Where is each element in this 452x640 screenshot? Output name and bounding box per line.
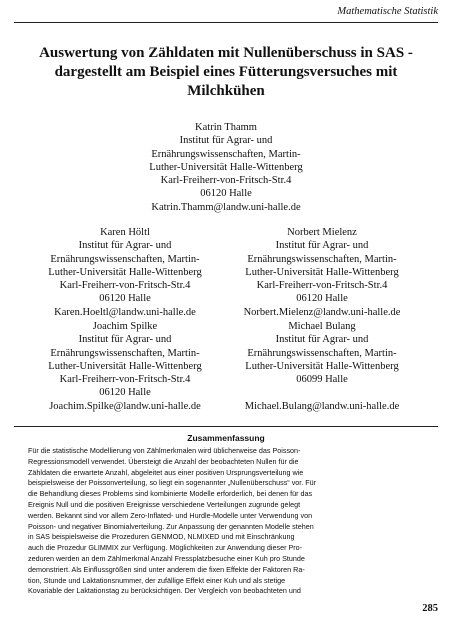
summary-line: Zähldaten die erwartete Anzahl, abgeleitet aus einer positiven Ursprungsverteilung wie <box>28 467 304 477</box>
author-block-bulang <box>232 320 412 413</box>
author-name: Joachim Spilke <box>92 321 158 332</box>
summary-line: werden. Bekannt sind vor allem Zero-Inflated- und Hurdle-Modelle unter Verwendung von <box>28 510 313 520</box>
summary-heading: Zusammenfassung <box>187 433 265 443</box>
running-header: Mathematische Statistik <box>337 6 438 17</box>
author-address: Karl-Freiherr-von-Fritsch-Str.4 <box>59 280 191 292</box>
author-email: Joachim.Spilke@landw.uni-halle.de <box>49 400 201 412</box>
title-line: Milchkühen <box>187 83 265 99</box>
author-block-main <box>100 121 352 214</box>
author-affiliation: Luther-Universität Halle-Wittenberg <box>245 360 399 372</box>
summary-line: tion, Stunde und Laktationsnummer, der zufällige Effekt einer Kuh und als stetige <box>28 575 286 585</box>
author-affiliation: Luther-Universität Halle-Wittenberg <box>48 360 202 372</box>
summary-line: auch die Prozedur GLIMMIX zur Verfügung. Möglichkeiten zur Anwendung dieser Pro- <box>28 543 303 553</box>
author-affiliation: Ernährungswissenschaften, Martin- <box>50 347 200 359</box>
author-affiliation: Ernährungswissenschaften, Martin- <box>151 148 301 160</box>
author-affiliation: Ernährungswissenschaften, Martin- <box>247 347 397 359</box>
author-city: 06120 Halle <box>99 387 151 399</box>
author-affiliation: Ernährungswissenschaften, Martin- <box>247 253 397 265</box>
author-city: 06120 Halle <box>296 293 348 305</box>
summary-line: Ereignis Null und die positiven Ereignisse verschiedene Verteilungen zugrunde gelegt <box>28 499 301 509</box>
author-name: Katrin Thamm <box>195 122 257 133</box>
author-block-spilke <box>40 320 210 413</box>
author-affiliation: Institut für Agrar- und <box>78 334 172 346</box>
author-affiliation: Institut für Agrar- und <box>179 135 273 147</box>
summary-line: Regressionsmodell verwendet. Übersteigt die Anzahl der beobachteten Nullen für die <box>28 456 299 466</box>
author-affiliation: Institut für Agrar- und <box>78 240 172 252</box>
author-affiliation: Luther-Universität Halle-Wittenberg <box>149 161 303 173</box>
summary-line: die Behandlung dieses Problems sind kombinierte Modelle erforderlich, bei denen für das <box>28 489 313 499</box>
author-city: 06099 Halle <box>296 374 348 386</box>
summary-line: Kovariable der Laktationstag zu berücksichtigen. Der Vergleich von beobachteten und <box>28 586 301 596</box>
page-number: 285 <box>422 603 438 614</box>
author-name: Karen Höltl <box>100 227 150 238</box>
author-affiliation: Ernährungswissenschaften, Martin- <box>50 253 200 265</box>
summary-line: Poisson- und negativer Binomialverteilung. Zur Anpassung der genannten Modelle stehen <box>28 521 314 531</box>
author-name: Norbert Mielenz <box>287 227 357 238</box>
summary-line: in SAS beispielsweise die Prozeduren GENMOD, NLMIXED und mit Einschränkung <box>28 532 295 542</box>
summary-line: zeduren werden an dem Zählmerkmal Anzahl Fressplatzbesuche einer Kuh pro Stunde <box>28 553 305 563</box>
author-block-hoeltl <box>40 226 210 319</box>
summary-line: Für die statistische Modellierung von Zählmerkmalen wird üblicherweise das Poisson- <box>28 446 301 455</box>
author-email: Karen.Hoeltl@landw.uni-halle.de <box>54 306 196 318</box>
author-address: Karl-Freiherr-von-Fritsch-Str.4 <box>160 175 292 187</box>
author-email: Katrin.Thamm@landw.uni-halle.de <box>151 201 301 213</box>
author-affiliation: Luther-Universität Halle-Wittenberg <box>245 266 399 278</box>
author-block-mielenz <box>232 226 412 319</box>
author-address: Karl-Freiherr-von-Fritsch-Str.4 <box>59 374 191 386</box>
summary-line: demonstriert. Als Einflussgrößen sind unter anderem die fixen Effekte der Faktoren Ra- <box>28 564 305 574</box>
title-line: dargestellt am Beispiel eines Fütterungsversuches mit <box>54 64 398 80</box>
author-city: 06120 Halle <box>99 293 151 305</box>
author-address: Karl-Freiherr-von-Fritsch-Str.4 <box>256 280 388 292</box>
author-city: 06120 Halle <box>200 188 252 200</box>
author-email: Michael.Bulang@landw.uni-halle.de <box>244 400 400 412</box>
author-spacer <box>232 386 412 399</box>
header-rule <box>14 22 438 23</box>
author-affiliation: Luther-Universität Halle-Wittenberg <box>48 266 202 278</box>
author-name: Michael Bulang <box>288 321 356 332</box>
author-affiliation: Institut für Agrar- und <box>275 334 369 346</box>
summary-line: beispielsweise der Poissonverteilung, so liegt ein sogenannter „Nullenüberschuss“ vor. Für <box>28 478 317 488</box>
summary-rule <box>14 426 438 427</box>
paper-title <box>36 44 416 101</box>
summary-text <box>28 446 424 597</box>
author-affiliation: Institut für Agrar- und <box>275 240 369 252</box>
title-line: Auswertung von Zähldaten mit Nullenüberschuss in SAS - <box>39 45 413 61</box>
author-email: Norbert.Mielenz@landw.uni-halle.de <box>243 306 401 318</box>
